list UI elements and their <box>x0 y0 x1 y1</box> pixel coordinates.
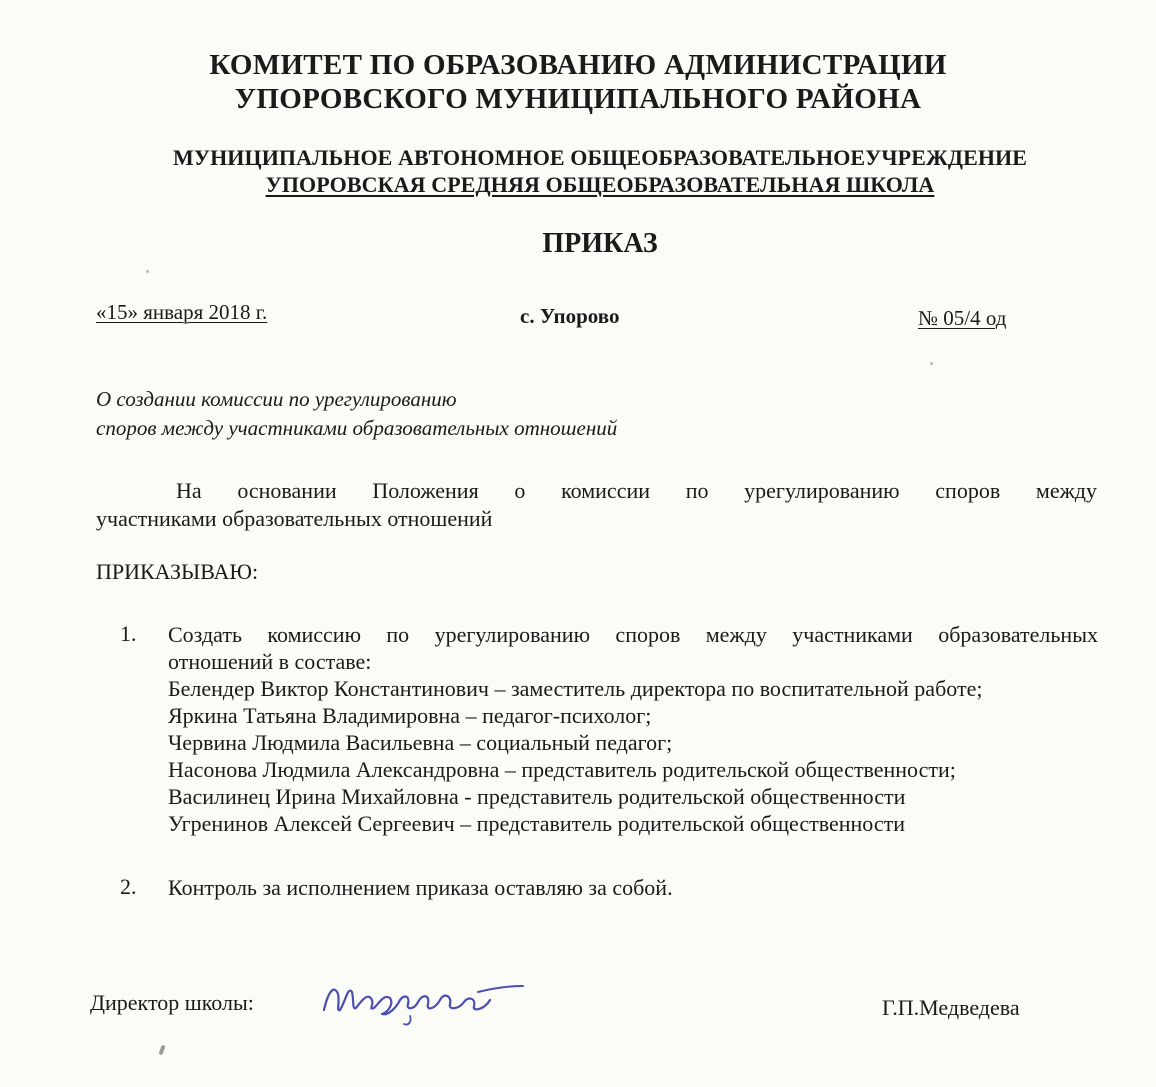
item-number: 1. <box>120 621 137 646</box>
commission-member: Яркина Татьяна Владимировна – педагог-психолог; <box>168 703 652 728</box>
commission-member: Насонова Людмила Александровна – представитель родительской общественности; <box>168 757 956 782</box>
basis-line1: На основании Положения о комиссии по урегулированию споров между <box>176 478 1097 503</box>
item-intro-line2: отношений в составе: <box>168 649 372 674</box>
commission-member: Василинец Ирина Михайловна - представитель родительской общественности <box>168 784 906 809</box>
committee-name-line1: КОМИТЕТ ПО ОБРАЗОВАНИЮ АДМИНИСТРАЦИИ <box>209 49 947 81</box>
item-text: Контроль за исполнением приказа оставляю за собой. <box>168 875 673 900</box>
order-number: № 05/4 од <box>918 306 1007 330</box>
scan-speck <box>158 1045 165 1056</box>
order-place: с. Упорово <box>520 304 620 328</box>
order-number-wrap <box>918 306 1006 331</box>
signatory-name: Г.П.Медведева <box>882 995 1020 1020</box>
commission-member: Угренинов Алексей Сергеевич – представитель родительской общественности <box>168 811 906 836</box>
institution-name-line2-wrap <box>22 170 1156 200</box>
order-subject-line2: споров между участниками образовательных отношений <box>96 416 618 440</box>
commission-member: Червина Людмила Васильевна – социальный педагог; <box>168 730 673 755</box>
institution-name-line1: МУНИЦИПАЛЬНОЕ АВТОНОМНОЕ ОБЩЕОБРАЗОВАТЕЛЬНОЕУЧРЕЖДЕНИЕ <box>172 145 1028 170</box>
order-date: «15» января 2018 г. <box>96 300 268 324</box>
institution-name-line2: УПОРОВСКАЯ СРЕДНЯЯ ОБЩЕОБРАЗОВАТЕЛЬНАЯ ШКОЛА <box>265 172 935 197</box>
signature-mark <box>318 970 533 1030</box>
item-number: 2. <box>120 874 137 899</box>
scan-speck <box>930 362 933 365</box>
scan-speck <box>146 270 149 273</box>
item-intro-line1: Создать комиссию по урегулированию споров между участниками образовательных <box>168 622 1098 647</box>
basis-line2: участниками образовательных отношений <box>96 506 493 531</box>
signatory-position: Директор школы: <box>90 990 254 1015</box>
commission-member: Белендер Виктор Константинович – заместитель директора по воспитательной работе; <box>168 676 983 701</box>
committee-name-line2: УПОРОВСКОГО МУНИЦИПАЛЬНОГО РАЙОНА <box>234 83 922 115</box>
decree-heading: ПРИКАЗЫВАЮ: <box>96 559 259 584</box>
document-title: ПРИКАЗ <box>542 228 658 259</box>
item-body <box>168 621 1098 837</box>
director-signature <box>318 970 533 1030</box>
order-date-wrap <box>96 300 267 325</box>
order-subject-line1: О создании комиссии по урегулированию <box>96 387 457 411</box>
